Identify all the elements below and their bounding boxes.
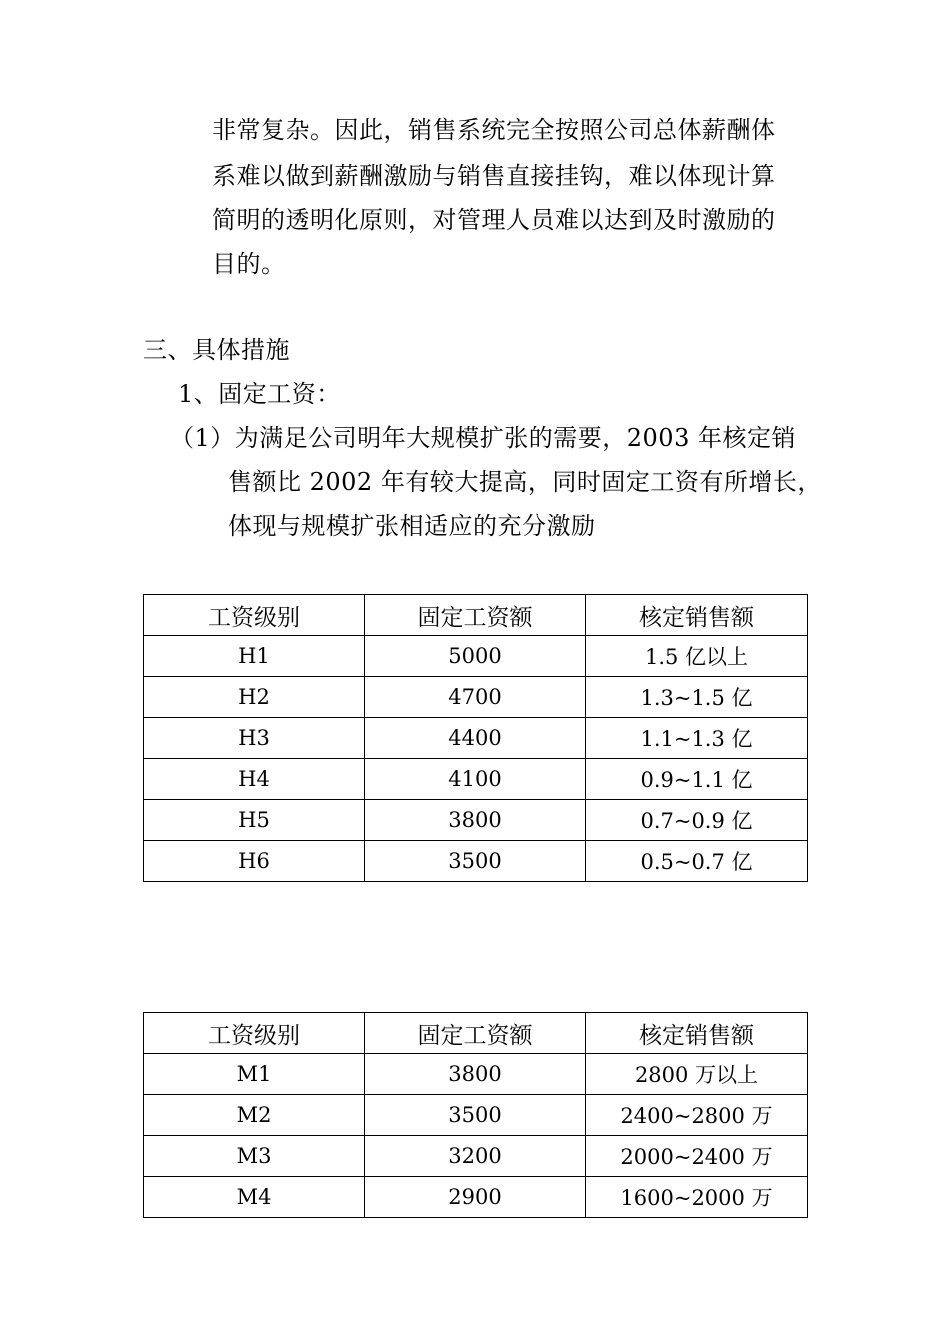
table-header-row	[144, 595, 808, 636]
table-row	[144, 1095, 808, 1136]
table-cell: 2900	[365, 1177, 586, 1218]
header-cell-sales-quota: 核定销售额	[586, 595, 808, 636]
table-row	[144, 759, 808, 800]
intro-line-1: 非常复杂。因此，销售系统完全按照公司总体薪酬体	[212, 116, 776, 144]
table-row	[144, 1136, 808, 1177]
table-cell: 1.1~1.3 亿	[586, 718, 808, 759]
table-cell: H2	[144, 677, 365, 718]
table-cell: 3800	[365, 1054, 586, 1095]
table-cell: M4	[144, 1177, 365, 1218]
table-cell: H6	[144, 841, 365, 882]
header-cell-level: 工资级别	[144, 595, 365, 636]
table-cell: H4	[144, 759, 365, 800]
table-row	[144, 1054, 808, 1095]
table-cell: H5	[144, 800, 365, 841]
table-cell: 1.5 亿以上	[586, 636, 808, 677]
intro-line-3: 简明的透明化原则，对管理人员难以达到及时激励的	[212, 206, 776, 234]
salary-table-h	[143, 594, 808, 882]
header-cell-fixed-salary: 固定工资额	[365, 1013, 586, 1054]
table-cell: 0.7~0.9 亿	[586, 800, 808, 841]
table-cell: 2800 万以上	[586, 1054, 808, 1095]
intro-line-2: 系难以做到薪酬激励与销售直接挂钩，难以体现计算	[212, 162, 776, 190]
table-cell: 2400~2800 万	[586, 1095, 808, 1136]
table-cell: 0.5~0.7 亿	[586, 841, 808, 882]
header-cell-sales-quota: 核定销售额	[586, 1013, 808, 1054]
table-cell: H1	[144, 636, 365, 677]
table-cell: M2	[144, 1095, 365, 1136]
table-row	[144, 841, 808, 882]
intro-line-4: 目的。	[212, 250, 286, 278]
table-cell: 0.9~1.1 亿	[586, 759, 808, 800]
item1-line-3: 体现与规模扩张相适应的充分激励	[228, 512, 596, 540]
table-cell: 3500	[365, 841, 586, 882]
table-cell: 4100	[365, 759, 586, 800]
table-cell: 3200	[365, 1136, 586, 1177]
table-cell: M1	[144, 1054, 365, 1095]
table-row	[144, 800, 808, 841]
table-cell: 1.3~1.5 亿	[586, 677, 808, 718]
table-cell: H3	[144, 718, 365, 759]
table-cell: 2000~2400 万	[586, 1136, 808, 1177]
table-row	[144, 1177, 808, 1218]
table-cell: 3500	[365, 1095, 586, 1136]
item1-line-1: （1）为满足公司明年大规模扩张的需要，2003 年核定销	[170, 424, 796, 452]
item1-line-2: 售额比 2002 年有较大提高，同时固定工资有所增长，	[228, 468, 822, 496]
salary-table-m	[143, 1012, 808, 1218]
table-cell: M3	[144, 1136, 365, 1177]
table-row	[144, 677, 808, 718]
table-cell: 3800	[365, 800, 586, 841]
header-cell-level: 工资级别	[144, 1013, 365, 1054]
table-row	[144, 636, 808, 677]
table-header-row	[144, 1013, 808, 1054]
table-cell: 4400	[365, 718, 586, 759]
table-cell: 4700	[365, 677, 586, 718]
sub-heading: 1、固定工资：	[178, 380, 341, 408]
table-cell: 5000	[365, 636, 586, 677]
table-cell: 1600~2000 万	[586, 1177, 808, 1218]
section-heading: 三、具体措施	[143, 336, 290, 364]
header-cell-fixed-salary: 固定工资额	[365, 595, 586, 636]
table-row	[144, 718, 808, 759]
